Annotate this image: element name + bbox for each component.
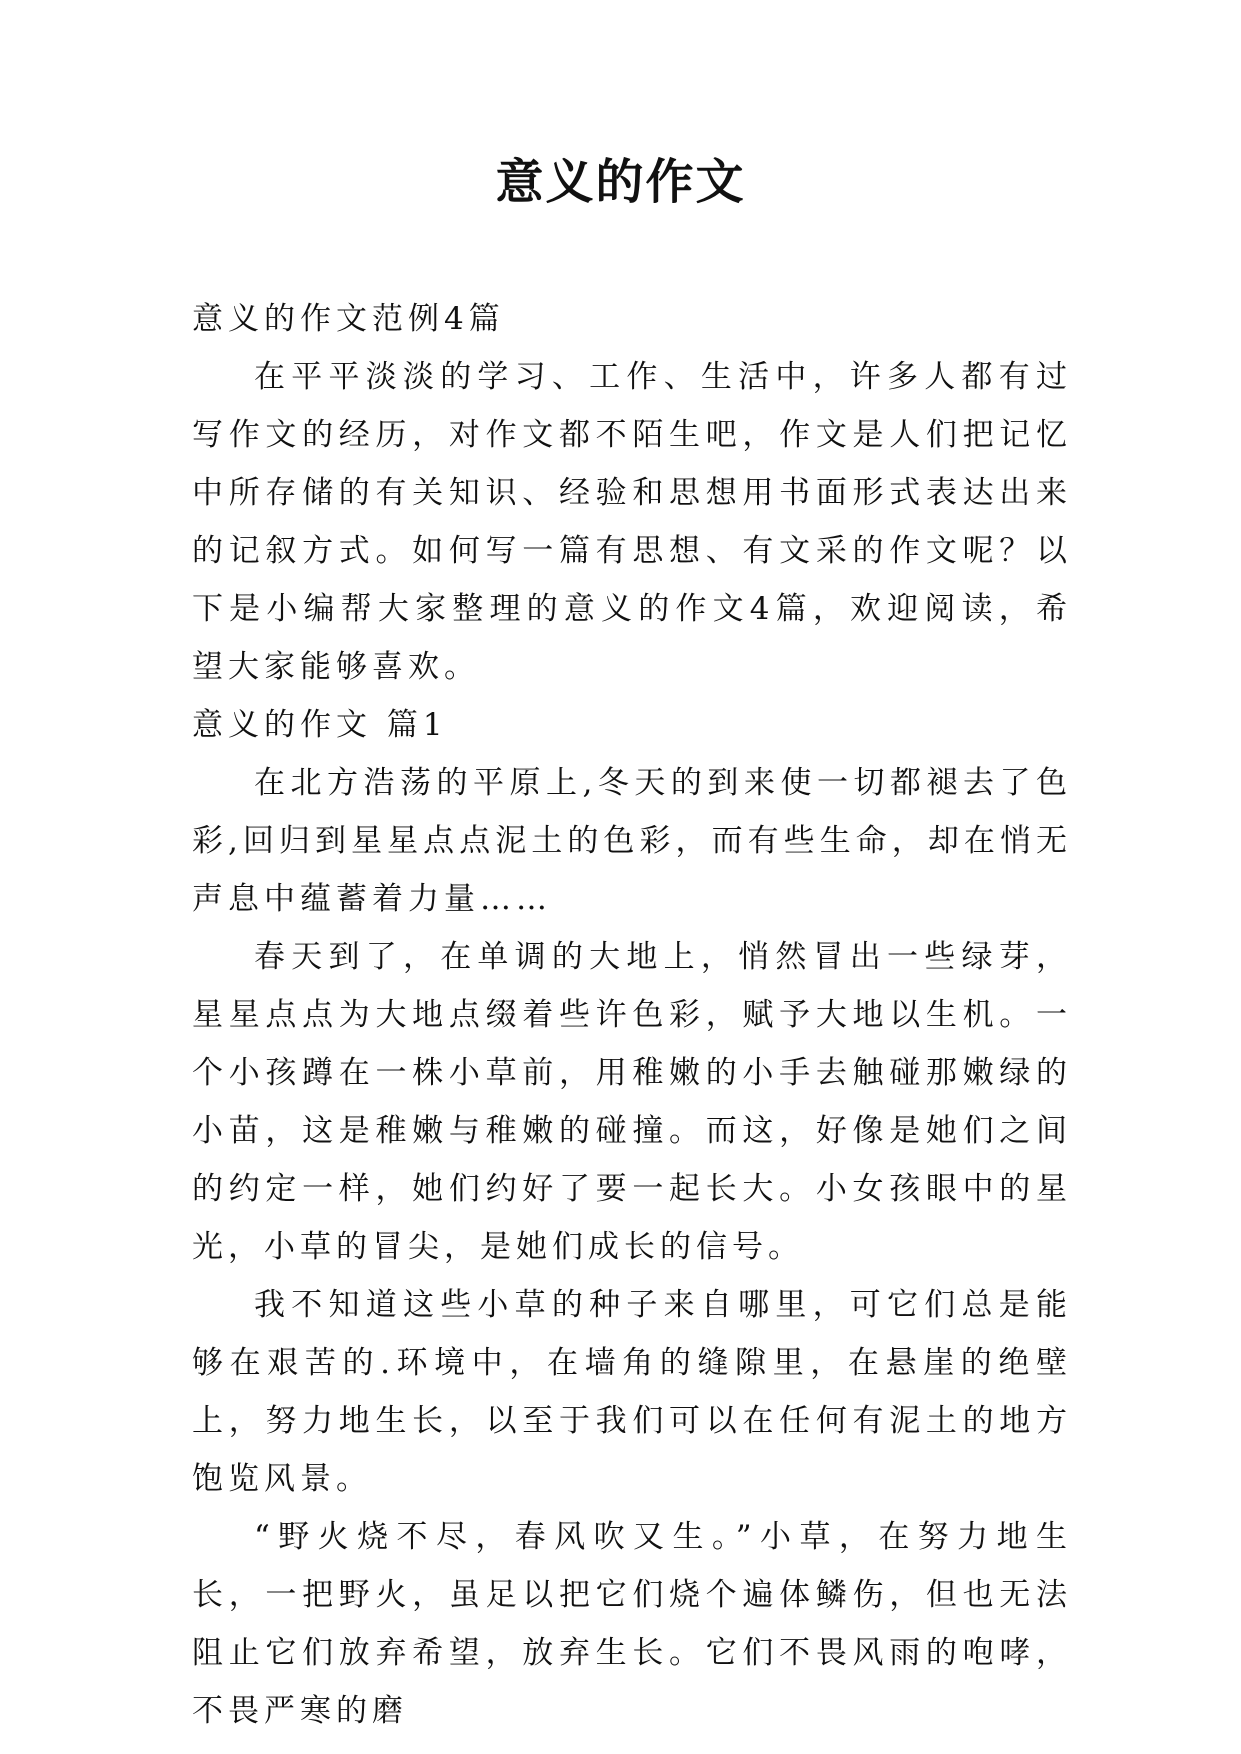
intro-paragraph: 在平平淡淡的学习、工作、生活中，许多人都有过写作文的经历，对作文都不陌生吧，作文是人们把记忆中所存储的有关知识、经验和思想用书面形式表达出来的记叙方式。如何写一篇有思想、有文采的作文呢？以下是小编帮大家整理的意义的作文4篇，欢迎阅读，希望大家能够喜欢。 <box>192 359 1072 685</box>
intro-heading: 意义的作文范例4篇 <box>192 301 505 337</box>
document-body <box>192 290 1072 1740</box>
body-paragraph: 在北方浩荡的平原上,冬天的到来使一切都褪去了色彩,回归到星星点点泥土的色彩，而有些生命，却在悄无声息中蕴蓄着力量…… <box>192 765 1072 917</box>
body-paragraph: “野火烧不尽，春风吹又生。”小草，在努力地生长，一把野火，虽足以把它们烧个遍体鳞伤，但也无法阻止它们放弃希望，放弃生长。它们不畏风雨的咆哮，不畏严寒的磨 <box>192 1519 1072 1729</box>
body-paragraph: 我不知道这些小草的种子来自哪里，可它们总是能够在艰苦的.环境中，在墙角的缝隙里，在悬崖的绝壁上，努力地生长，以至于我们可以在任何有泥土的地方饱览风景。 <box>192 1287 1072 1497</box>
body-paragraph: 春天到了，在单调的大地上，悄然冒出一些绿芽，星星点点为大地点缀着些许色彩，赋予大地以生机。一个小孩蹲在一株小草前，用稚嫩的小手去触碰那嫩绿的小苗，这是稚嫩与稚嫩的碰撞。而这，好像是她们之间的约定一样，她们约好了要一起长大。小女孩眼中的星光，小草的冒尖，是她们成长的信号。 <box>192 939 1072 1265</box>
section-heading: 意义的作文 篇1 <box>192 707 448 743</box>
document-title: 意义的作文 <box>495 154 746 210</box>
